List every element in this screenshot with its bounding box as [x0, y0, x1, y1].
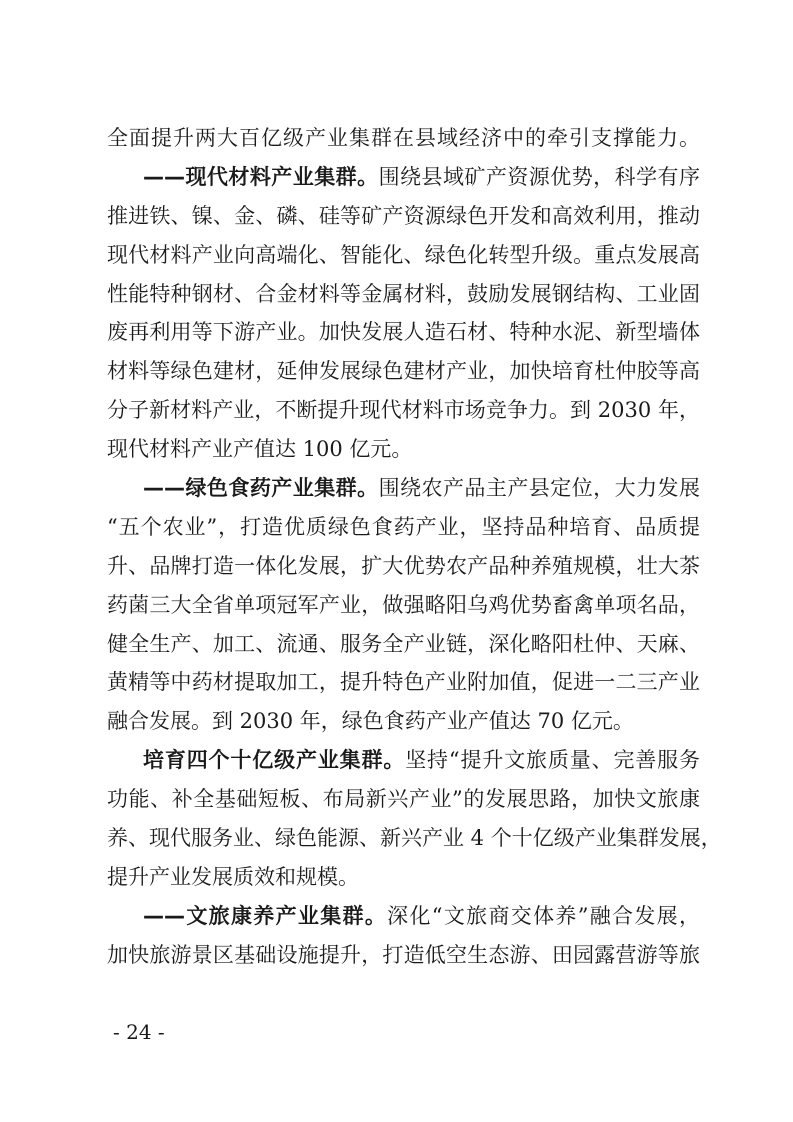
text-line: 性能特种钢材、合金材料等金属材料，鼓励发展钢结构、工业固: [107, 281, 700, 306]
text-line: 黄精等中药材提取加工，提升特色产业附加值，促进一二三产业: [107, 670, 700, 695]
text-line: “五个农业”，打造优质绿色食药产业，坚持品种培育、品质提: [107, 514, 700, 539]
text-line: 推进铁、镍、金、磷、硅等矿产资源绿色开发和高效利用，推动: [107, 203, 700, 228]
text-line: 加快旅游景区基础设施提升，打造低空生态游、田园露营游等旅: [107, 942, 700, 967]
text-line: 养、现代服务业、绿色能源、新兴产业 4 个十亿级产业集群发展，: [107, 826, 722, 851]
text-line: 材料等绿色建材，延伸发展绿色建材产业，加快培育杜仲胶等高: [107, 359, 700, 384]
text-line: 现代材料产业向高端化、智能化、绿色化转型升级。重点发展高: [107, 242, 700, 267]
text-segment: 深化“文旅商交体养”融合发展，: [387, 903, 700, 928]
section-heading-line: [107, 897, 700, 936]
text-line: 分子新材料产业，不断提升现代材料市场竞争力。到 2030 年，: [107, 398, 700, 423]
section-title: ——绿色食药产业集群。: [143, 476, 379, 501]
text-line: 融合发展。到 2030 年，绿色食药产业产值达 70 亿元。: [107, 709, 634, 734]
text-segment: 围绕农产品主产县定位，大力发展: [378, 476, 701, 501]
section-title: ——现代材料产业集群。: [143, 164, 379, 189]
text-line: 药菌三大全省单项冠军产业，做强略阳乌鸡优势畜禽单项名品，: [107, 592, 700, 617]
section-title: ——文旅康养产业集群。: [143, 903, 388, 928]
text-line: 提升产业发展质效和规模。: [107, 864, 359, 889]
text-line: 全面提升两大百亿级产业集群在县域经济中的牵引支撑能力。: [107, 126, 700, 150]
section-heading-line: [107, 469, 700, 508]
text-line: 升、品牌打造一体化发展，扩大优势农产品种养殖规模，壮大茶: [107, 553, 700, 578]
section-title: 培育四个十亿级产业集群。: [143, 748, 406, 773]
text-line: 功能、补全基础短板、布局新兴产业”的发展思路，加快文旅康: [107, 787, 700, 812]
text-line: 现代材料产业产值达 100 亿元。: [107, 437, 413, 462]
document-body: [107, 119, 722, 975]
page-number: - 24 -: [113, 1020, 165, 1044]
text-segment: 坚持“提升文旅质量、完善服务: [405, 748, 700, 773]
text-segment: 围绕县域矿产资源优势，科学有序: [378, 164, 701, 189]
text-line: 健全生产、加工、流通、服务全产业链，深化略阳杜仲、天麻、: [107, 631, 700, 656]
section-heading-line: [107, 741, 700, 780]
text-line: 废再利用等下游产业。加快发展人造石材、特种水泥、新型墙体: [107, 320, 700, 345]
section-heading-line: [107, 158, 700, 197]
